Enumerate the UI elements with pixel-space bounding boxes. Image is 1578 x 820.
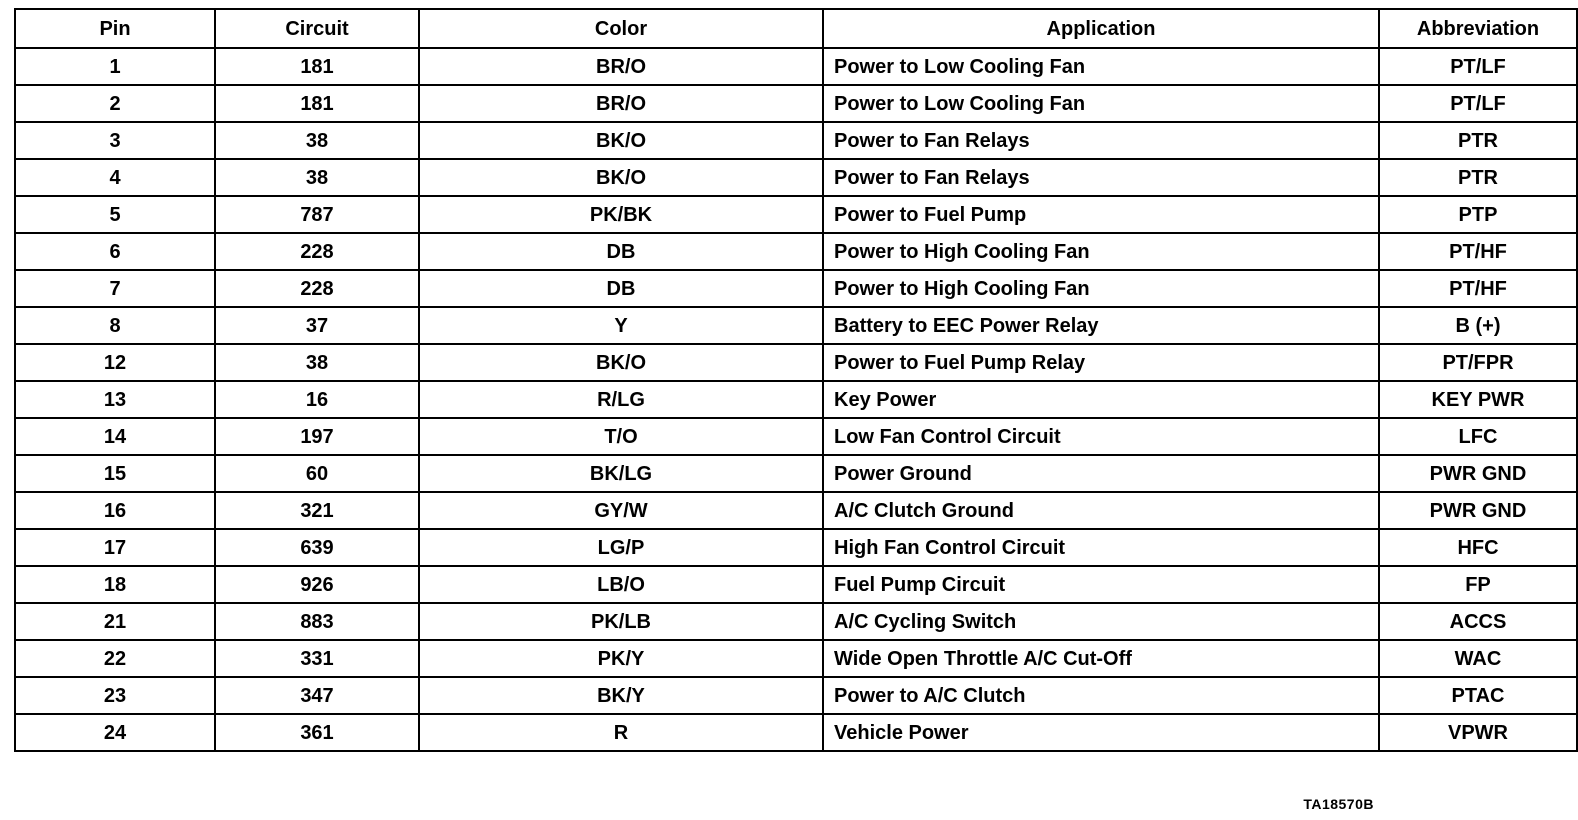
table-row — [15, 714, 1577, 751]
pin-cell: 5 — [15, 196, 215, 233]
color-cell: Y — [419, 307, 823, 344]
circuit-cell: 361 — [215, 714, 419, 751]
application-cell: Power to Fuel Pump Relay — [823, 344, 1379, 381]
table-row — [15, 529, 1577, 566]
table-row — [15, 492, 1577, 529]
circuit-cell: 181 — [215, 48, 419, 85]
abbreviation-cell: PWR GND — [1379, 492, 1577, 529]
abbreviation-cell: PT/LF — [1379, 85, 1577, 122]
color-cell: PK/Y — [419, 640, 823, 677]
application-cell: Power to Low Cooling Fan — [823, 85, 1379, 122]
color-cell: BR/O — [419, 48, 823, 85]
pin-cell: 1 — [15, 48, 215, 85]
circuit-cell: 787 — [215, 196, 419, 233]
table-row — [15, 455, 1577, 492]
abbreviation-cell: KEY PWR — [1379, 381, 1577, 418]
pin-cell: 16 — [15, 492, 215, 529]
application-cell: Vehicle Power — [823, 714, 1379, 751]
table-body — [15, 48, 1577, 751]
application-cell: Power to High Cooling Fan — [823, 233, 1379, 270]
color-cell: PK/LB — [419, 603, 823, 640]
abbreviation-cell: PTP — [1379, 196, 1577, 233]
application-cell: Low Fan Control Circuit — [823, 418, 1379, 455]
abbreviation-cell: FP — [1379, 566, 1577, 603]
color-cell: BK/LG — [419, 455, 823, 492]
application-cell: A/C Clutch Ground — [823, 492, 1379, 529]
table-row — [15, 418, 1577, 455]
pin-cell: 2 — [15, 85, 215, 122]
color-cell: BR/O — [419, 85, 823, 122]
pin-cell: 3 — [15, 122, 215, 159]
pin-cell: 7 — [15, 270, 215, 307]
color-cell: R — [419, 714, 823, 751]
table-row — [15, 196, 1577, 233]
circuit-cell: 16 — [215, 381, 419, 418]
application-cell: Power to High Cooling Fan — [823, 270, 1379, 307]
color-cell: DB — [419, 233, 823, 270]
application-cell: Wide Open Throttle A/C Cut-Off — [823, 640, 1379, 677]
table-header — [15, 9, 1577, 48]
abbreviation-cell: PTAC — [1379, 677, 1577, 714]
abbreviation-cell: PTR — [1379, 159, 1577, 196]
application-cell: Battery to EEC Power Relay — [823, 307, 1379, 344]
abbreviation-cell: LFC — [1379, 418, 1577, 455]
table-row — [15, 307, 1577, 344]
circuit-cell: 181 — [215, 85, 419, 122]
pin-cell: 14 — [15, 418, 215, 455]
table-row — [15, 270, 1577, 307]
abbreviation-cell: HFC — [1379, 529, 1577, 566]
color-cell: LG/P — [419, 529, 823, 566]
color-cell: LB/O — [419, 566, 823, 603]
header-circuit: Circuit — [215, 9, 419, 48]
table-row — [15, 566, 1577, 603]
pin-cell: 4 — [15, 159, 215, 196]
pin-cell: 17 — [15, 529, 215, 566]
circuit-cell: 883 — [215, 603, 419, 640]
table-row — [15, 159, 1577, 196]
application-cell: Power to Fan Relays — [823, 122, 1379, 159]
color-cell: BK/O — [419, 344, 823, 381]
table-row — [15, 344, 1577, 381]
application-cell: A/C Cycling Switch — [823, 603, 1379, 640]
figure-reference-code: TA18570B — [1303, 796, 1374, 812]
abbreviation-cell: PT/LF — [1379, 48, 1577, 85]
application-cell: Power to Fuel Pump — [823, 196, 1379, 233]
circuit-cell: 37 — [215, 307, 419, 344]
pin-cell: 12 — [15, 344, 215, 381]
pin-cell: 21 — [15, 603, 215, 640]
circuit-cell: 60 — [215, 455, 419, 492]
circuit-cell: 38 — [215, 159, 419, 196]
application-cell: Power Ground — [823, 455, 1379, 492]
header-abbreviation: Abbreviation — [1379, 9, 1577, 48]
pin-cell: 18 — [15, 566, 215, 603]
pin-cell: 24 — [15, 714, 215, 751]
circuit-cell: 228 — [215, 233, 419, 270]
color-cell: R/LG — [419, 381, 823, 418]
table-row — [15, 381, 1577, 418]
circuit-cell: 197 — [215, 418, 419, 455]
abbreviation-cell: WAC — [1379, 640, 1577, 677]
circuit-cell: 321 — [215, 492, 419, 529]
pin-assignment-table — [14, 8, 1578, 752]
pin-cell: 23 — [15, 677, 215, 714]
pin-cell: 8 — [15, 307, 215, 344]
color-cell: GY/W — [419, 492, 823, 529]
table-row — [15, 85, 1577, 122]
abbreviation-cell: PT/FPR — [1379, 344, 1577, 381]
abbreviation-cell: PWR GND — [1379, 455, 1577, 492]
header-row — [15, 9, 1577, 48]
application-cell: Power to A/C Clutch — [823, 677, 1379, 714]
abbreviation-cell: B (+) — [1379, 307, 1577, 344]
abbreviation-cell: PT/HF — [1379, 233, 1577, 270]
circuit-cell: 228 — [215, 270, 419, 307]
circuit-cell: 38 — [215, 344, 419, 381]
table-row — [15, 603, 1577, 640]
table-row — [15, 233, 1577, 270]
application-cell: Key Power — [823, 381, 1379, 418]
color-cell: BK/O — [419, 122, 823, 159]
application-cell: Power to Fan Relays — [823, 159, 1379, 196]
application-cell: Fuel Pump Circuit — [823, 566, 1379, 603]
abbreviation-cell: ACCS — [1379, 603, 1577, 640]
pin-cell: 13 — [15, 381, 215, 418]
pin-cell: 15 — [15, 455, 215, 492]
color-cell: BK/Y — [419, 677, 823, 714]
circuit-cell: 926 — [215, 566, 419, 603]
pin-cell: 6 — [15, 233, 215, 270]
circuit-cell: 38 — [215, 122, 419, 159]
table-row — [15, 640, 1577, 677]
circuit-cell: 331 — [215, 640, 419, 677]
abbreviation-cell: VPWR — [1379, 714, 1577, 751]
color-cell: DB — [419, 270, 823, 307]
header-application: Application — [823, 9, 1379, 48]
table-row — [15, 677, 1577, 714]
abbreviation-cell: PT/HF — [1379, 270, 1577, 307]
table-row — [15, 48, 1577, 85]
header-pin: Pin — [15, 9, 215, 48]
table-row — [15, 122, 1577, 159]
color-cell: T/O — [419, 418, 823, 455]
color-cell: PK/BK — [419, 196, 823, 233]
pin-cell: 22 — [15, 640, 215, 677]
application-cell: High Fan Control Circuit — [823, 529, 1379, 566]
abbreviation-cell: PTR — [1379, 122, 1577, 159]
application-cell: Power to Low Cooling Fan — [823, 48, 1379, 85]
header-color: Color — [419, 9, 823, 48]
color-cell: BK/O — [419, 159, 823, 196]
circuit-cell: 639 — [215, 529, 419, 566]
circuit-cell: 347 — [215, 677, 419, 714]
